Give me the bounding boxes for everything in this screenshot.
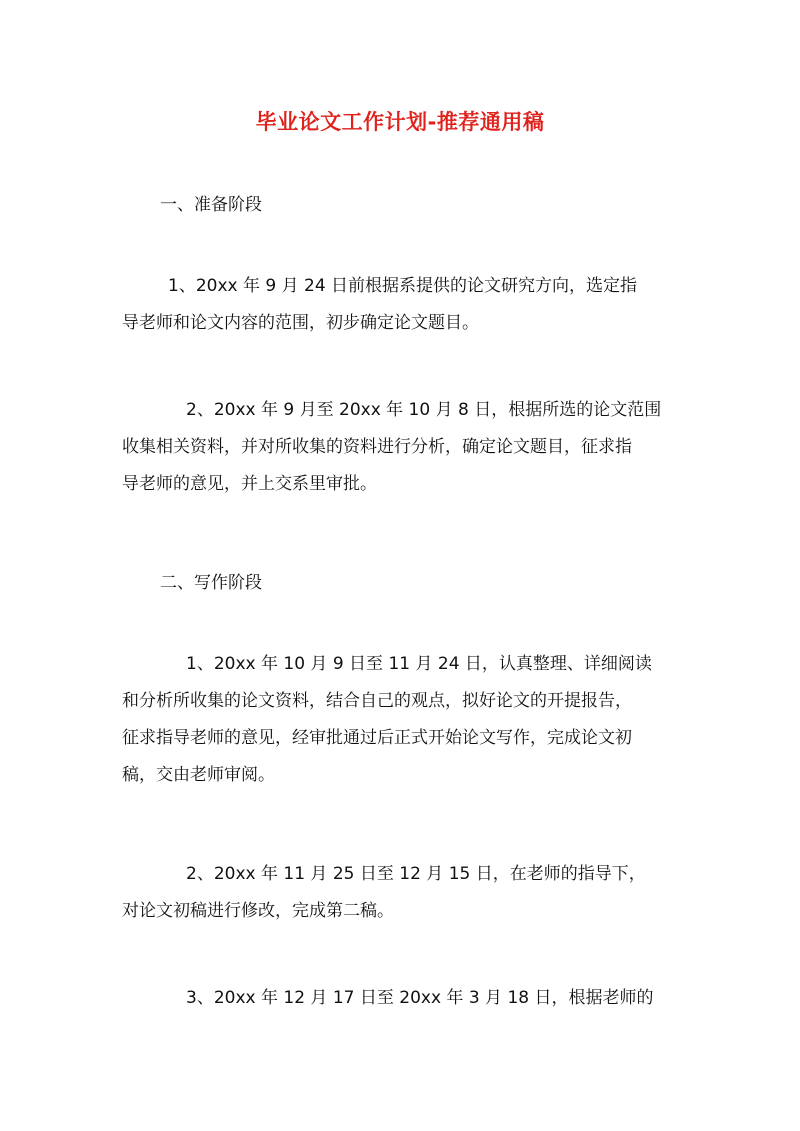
paragraph xyxy=(122,856,694,930)
paragraph-line: 稿，交由老师审阅。 xyxy=(122,765,275,785)
paragraph-line: 2、20xx 年 11 月 25 日至 12 月 15 日，在老师的指导下， xyxy=(186,864,646,884)
paragraph xyxy=(122,392,694,503)
paragraph-line: 对论文初稿进行修改，完成第二稿。 xyxy=(122,901,394,921)
paragraph-line: 收集相关资料，并对所收集的资料进行分析，确定论文题目，征求指 xyxy=(122,437,632,457)
paragraph-line: 2、20xx 年 9 月至 20xx 年 10 月 8 日，根据所选的论文范围 xyxy=(186,400,662,420)
document-title: 毕业论文工作计划-推荐通用稿 xyxy=(255,110,545,134)
section-heading-preparation: 一、准备阶段 xyxy=(160,195,262,215)
paragraph-line: 1、20xx 年 9 月 24 日前根据系提供的论文研究方向，选定指 xyxy=(168,276,638,296)
paragraph xyxy=(122,268,694,342)
paragraph xyxy=(122,646,694,794)
paragraph-line: 导老师的意见，并上交系里审批。 xyxy=(122,474,377,494)
paragraph-line: 3、20xx 年 12 月 17 日至 20xx 年 3 月 18 日，根据老师的 xyxy=(186,988,654,1008)
paragraph-line: 和分析所收集的论文资料，结合自己的观点，拟好论文的开提报告， xyxy=(122,691,632,711)
paragraph-line: 1、20xx 年 10 月 9 日至 11 月 24 日，认真整理、详细阅读 xyxy=(186,654,652,674)
paragraph-line: 征求指导老师的意见，经审批通过后正式开始论文写作，完成论文初 xyxy=(122,728,632,748)
section-heading-writing: 二、写作阶段 xyxy=(160,573,262,593)
paragraph xyxy=(122,980,694,1017)
paragraph-line: 导老师和论文内容的范围，初步确定论文题目。 xyxy=(122,313,479,333)
